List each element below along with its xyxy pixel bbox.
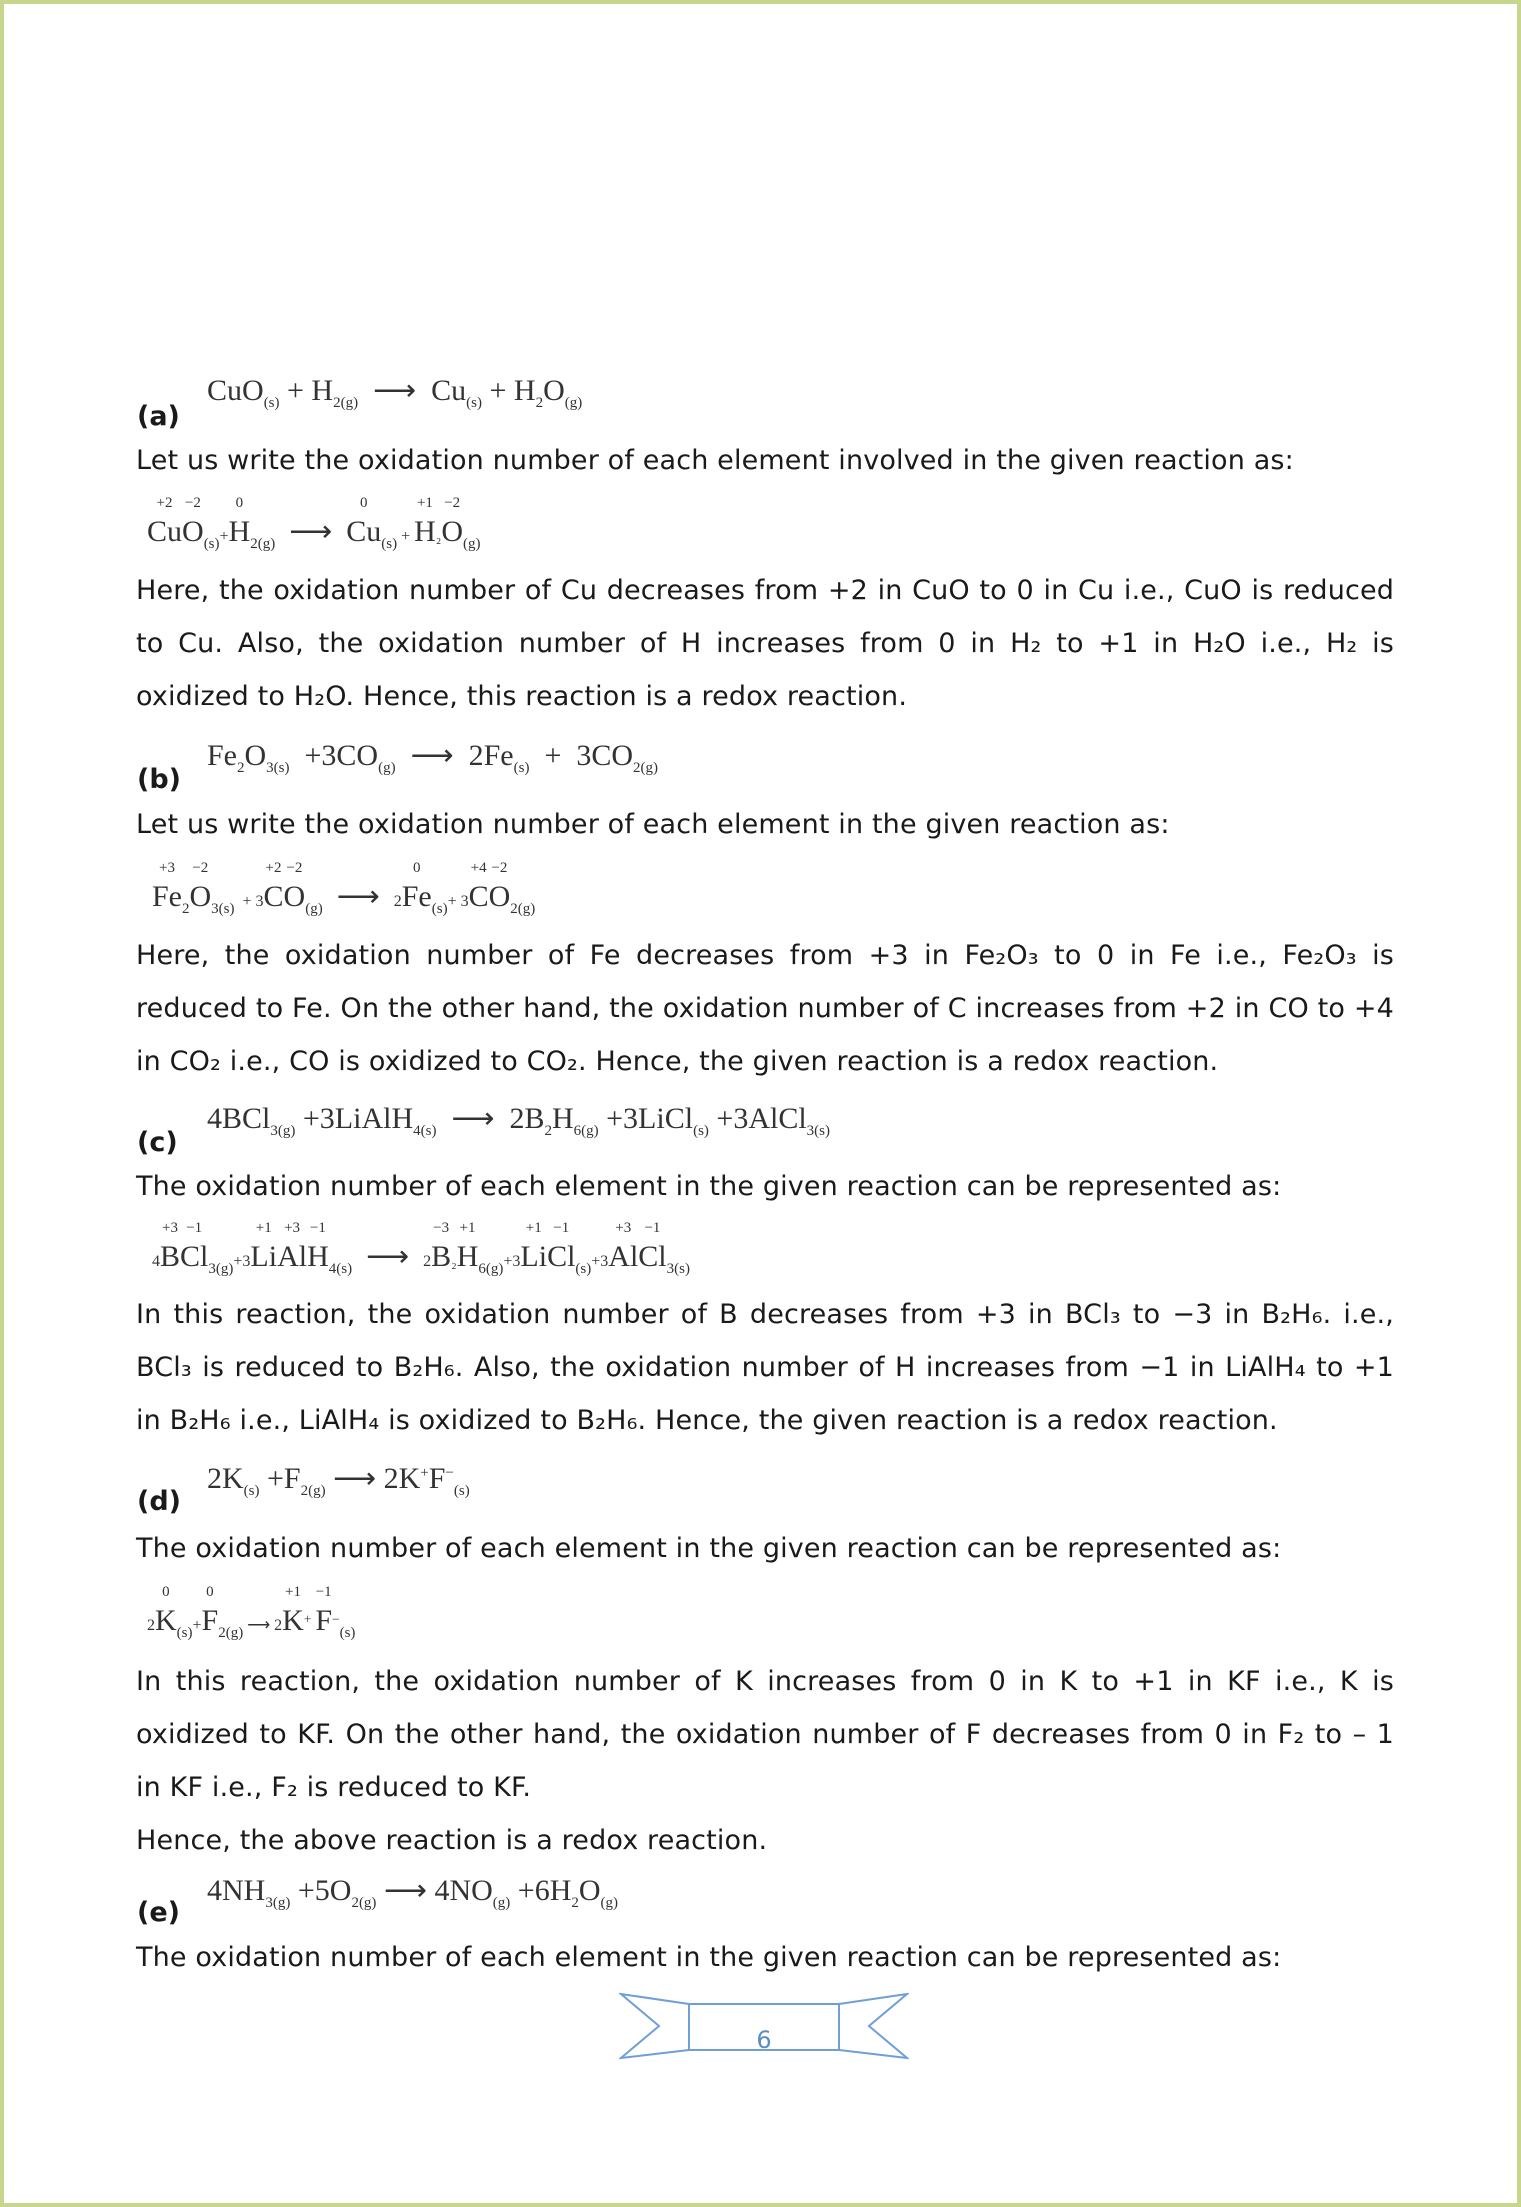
part-a-oxidation-numbers: Cu +2 O −2 $_{(s)}$+H 0 $_{2(g)}$ ⟶ Cu 0 $_{(s)}$ + H +1 ₂O −2 $_{(g)}$ [147, 495, 481, 552]
part-d-equation: $2K_{(s)} +F_{2(g)}$ ⟶ $2K^+F^-_{(s)}$ [207, 1462, 470, 1499]
part-d-intro: The oxidation number of each element in the given reaction can be represented as: [136, 1533, 1282, 1564]
page-number: 6 [756, 2026, 772, 2054]
part-b-label: (b) [137, 764, 182, 795]
part-a-intro: Let us write the oxidation number of each element involved in the given reaction as: [136, 445, 1294, 476]
part-c-explanation: In this reaction, the oxidation number of B decreases from +3 in BCl₃ to −3 in B₂H₆. i.e., BCl₃ is reduced to B₂H₆. Also, the oxidation number of H increases from −1 in LiAlH₄ to +1 in B₂H₆ i.e., LiAlH₄ is oxidized to B₂H₆. Hence, the given reaction is a redox reaction. [136, 1299, 1394, 1436]
part-b-oxidation-numbers: Fe +3 $_2$O −2 $_{3(s)}$ + 3C +2 O −2 $_{(g)}$ ⟶ 2Fe 0 $_{(s)}$+ 3C +4 O −2 $_{2(g)}$ [152, 860, 536, 917]
part-d-label: (d) [137, 1486, 182, 1517]
part-d-explanation: In this reaction, the oxidation number of K increases from 0 in K to +1 in KF i.e., K is oxidized to KF. On the other hand, the oxidation number of F decreases from 0 in F₂ to – 1 in KF i.e., F₂ is reduced to KF. [136, 1666, 1394, 1803]
part-e-intro: The oxidation number of each element in the given reaction can be represented as: [136, 1942, 1282, 1973]
part-a-equation: $CuO_{(s)} + H_{2(g)}$ ⟶ $Cu_{(s)} + H_2O_{(g)}$ [207, 374, 583, 411]
part-b-equation: $Fe_2O_{3(s)} +3CO_{(g)}$ ⟶ $2Fe_{(s)} + 3CO_{2(g)}$ [207, 739, 659, 776]
part-c-oxidation-numbers: 4B +3 Cl −1 $_{3(g)}$+3Li +1 Al +3 H −1 $_{4(s)}$ ⟶ 2B −3 ₂H +1 $_{6(g)}$+3Li +1 Cl −1 $_{(s)}$+3Al +3 Cl −1 $_{3(s)}$ [152, 1220, 690, 1277]
part-e-label: (e) [137, 1897, 180, 1928]
page-number-ribbon [619, 1988, 909, 2068]
part-d-oxidation-numbers: 2K 0 $_{(s)}$+F 0 $_{2(g)}$ ⟶ 2K +1 + F −1 −$_{(s)}$ [147, 1584, 356, 1641]
part-a-explanation: Here, the oxidation number of Cu decreases from +2 in CuO to 0 in Cu i.e., CuO is reduced to Cu. Also, the oxidation number of H increases from 0 in H₂ to +1 in H₂O i.e., H₂ is oxidized to H₂O. Hence, this reaction is a redox reaction. [136, 575, 1394, 712]
part-d-conclusion: Hence, the above reaction is a redox reaction. [136, 1825, 768, 1856]
part-c-label: (c) [137, 1127, 178, 1158]
part-c-intro: The oxidation number of each element in the given reaction can be represented as: [136, 1171, 1282, 1202]
part-c-equation: 4BCl$_{3(g)}$ +3LiAlH$_{4(s)}$ ⟶ $2B_2H_{6(g)}$ +3LiCl$_{(s)}$ +3AlCl$_{3(s)}$ [207, 1102, 830, 1139]
part-a-label: (a) [137, 401, 180, 432]
part-e-equation: $4NH_{3(g)} +5O_{2(g)}$ ⟶ $4NO_{(g)} +6H_2O_{(g)}$ [207, 1874, 619, 1911]
part-b-explanation: Here, the oxidation number of Fe decreases from +3 in Fe₂O₃ to 0 in Fe i.e., Fe₂O₃ is reduced to Fe. On the other hand, the oxidation number of C increases from +2 in CO to +4 in CO₂ i.e., CO is oxidized to CO₂. Hence, the given reaction is a redox reaction. [136, 940, 1394, 1077]
part-b-intro: Let us write the oxidation number of each element in the given reaction as: [136, 809, 1170, 840]
